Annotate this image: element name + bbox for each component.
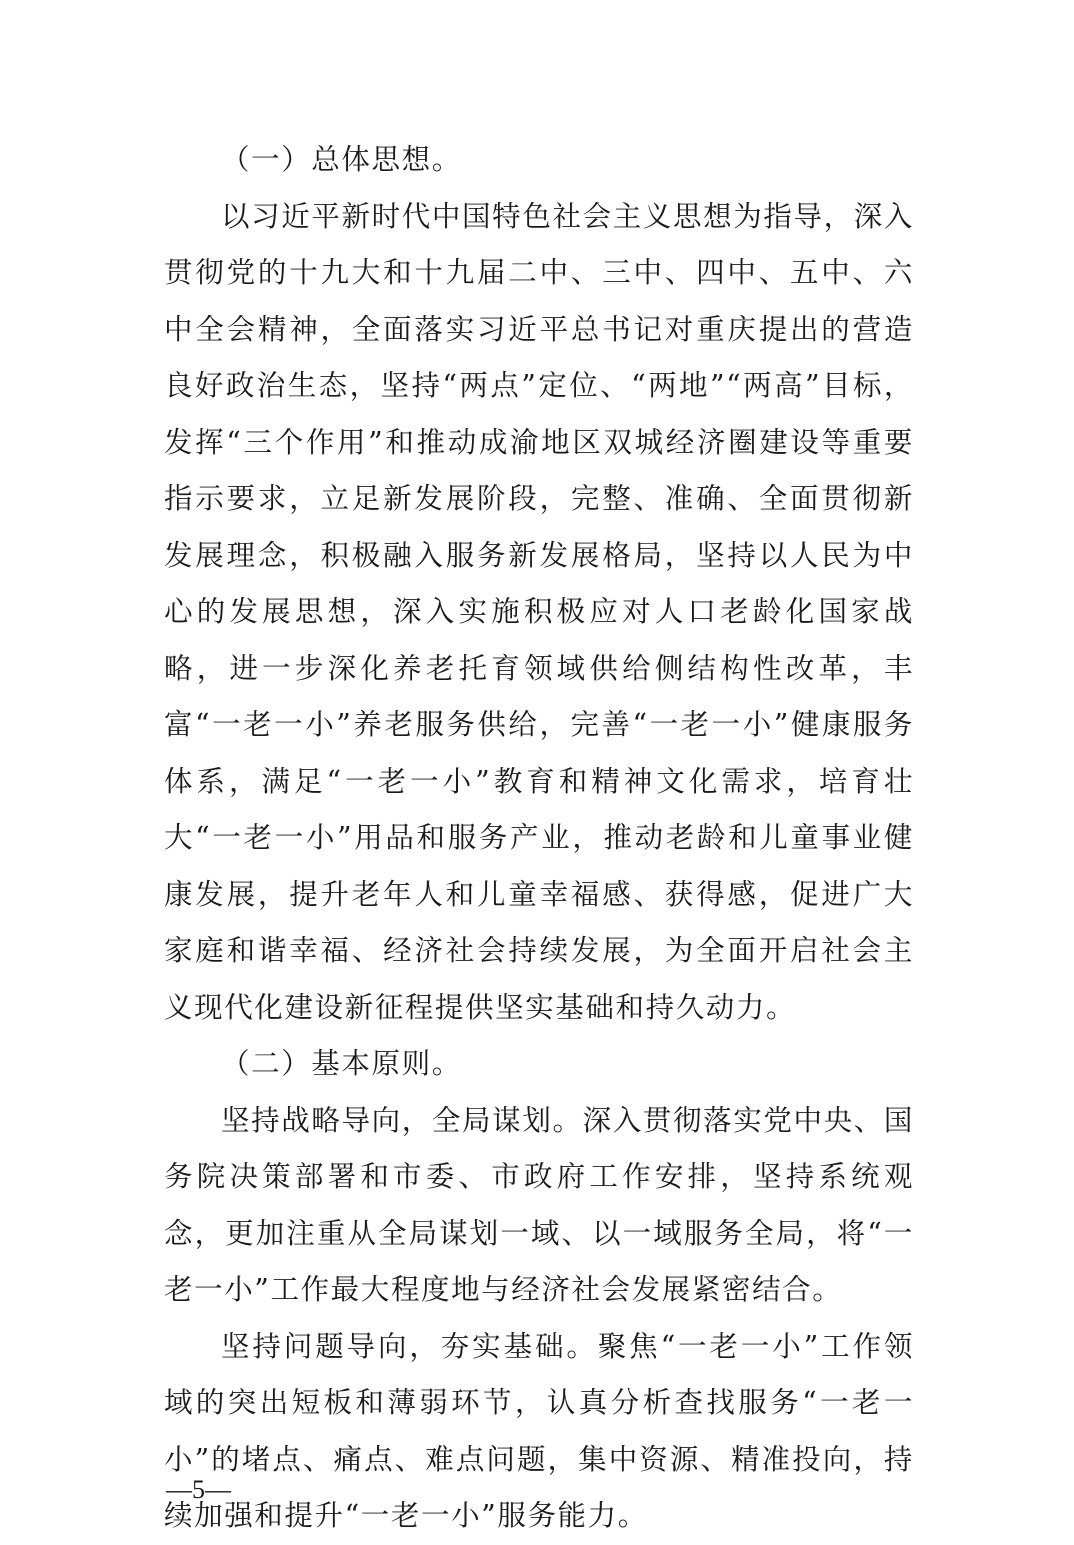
section-heading-basic-principles: （二）基本原则。	[221, 1047, 462, 1080]
document-page	[164, 132, 914, 1545]
section-heading-overall-thinking: （一）总体思想。	[221, 143, 462, 176]
page-number: —5—	[166, 1475, 231, 1504]
paragraph-strategic-orientation: 坚持战略导向，全局谋划。深入贯彻落实党中央、国务院决策部署和市委、市政府工作安排，坚持系统观念，更加注重从全局谋划一域、以一域服务全局，将“一老一小”工作最大程度地与经济社会发展紧密结合。	[164, 1103, 914, 1306]
paragraph-overall-thinking: 以习近平新时代中国特色社会主义思想为指导，深入贯彻党的十九大和十九届二中、三中、四中、五中、六中全会精神，全面落实习近平总书记对重庆提出的营造良好政治生态，坚持“两点”定位、“两地”“两高”目标，发挥“三个作用”和推动成渝地区双城经济圈建设等重要指示要求，立足新发展阶段，完整、准确、全面贯彻新发展理念，积极融入服务新发展格局，坚持以人民为中心的发展思想，深入实施积极应对人口老龄化国家战略，进一步深化养老托育领域供给侧结构性改革，丰富“一老一小”养老服务供给，完善“一老一小”健康服务体系，满足“一老一小”教育和精神文化需求，培育壮大“一老一小”用品和服务产业，推动老龄和儿童事业健康发展，提升老年人和儿童幸福感、获得感，促进广大家庭和谐幸福、经济社会持续发展，为全面开启社会主义现代化建设新征程提供坚实基础和持久动力。	[164, 199, 914, 1024]
paragraph-problem-orientation: 坚持问题导向，夯实基础。聚焦“一老一小”工作领域的突出短板和薄弱环节，认真分析查找服务“一老一小”的堵点、痛点、难点问题，集中资源、精准投向，持续加强和提升“一老一小”服务能力。	[164, 1329, 914, 1532]
